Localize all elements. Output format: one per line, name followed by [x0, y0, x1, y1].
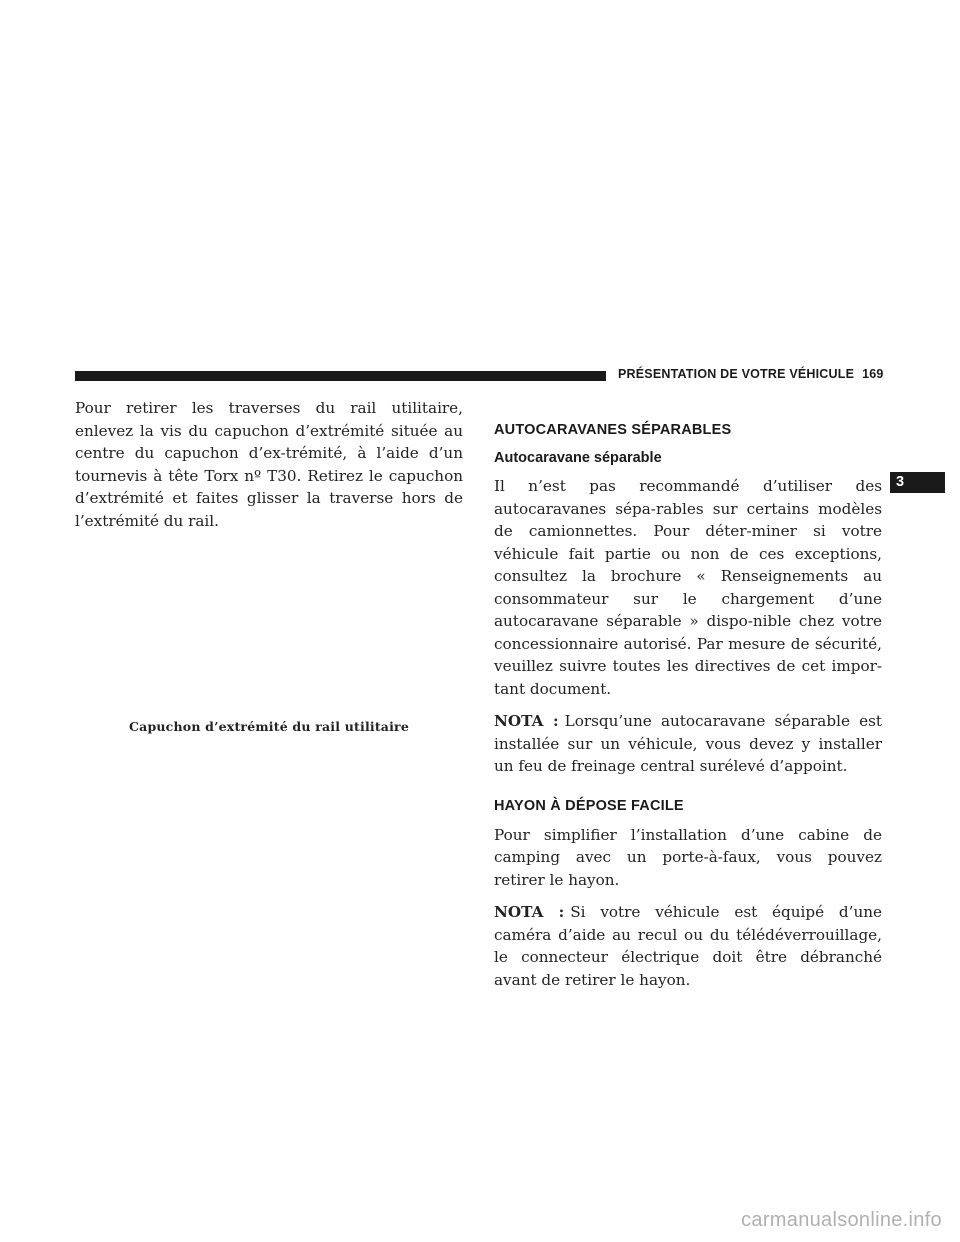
chapter-number: 3: [896, 474, 905, 490]
page-number: 169: [862, 367, 884, 381]
watermark: carmanualsonline.info: [741, 1209, 942, 1231]
chapter-tab: [890, 472, 945, 493]
header-rule: [75, 371, 606, 381]
note-tailgate: [494, 901, 882, 991]
note-label: NOTA :: [494, 712, 559, 730]
note-text: Si votre véhicule est équipé d’une caméra d’aide au recul ou du télédéverrouillage, le connecteur électrique doit être débranché avant de retirer le hayon.: [494, 903, 883, 989]
section-title: PRÉSENTATION DE VOTRE VÉHICULE: [618, 367, 855, 381]
left-column: [75, 397, 463, 532]
section-heading-campers: AUTOCARAVANES SÉPARABLES: [494, 422, 732, 438]
note-label: NOTA :: [494, 903, 565, 921]
figure-caption: Capuchon d’extrémité du rail utilitaire: [129, 719, 409, 734]
subsection-heading-camper: Autocaravane séparable: [494, 450, 662, 466]
crossbar-removal-paragraph: Pour retirer les traverses du rail utilitaire, enlevez la vis du capuchon d’extrémité située au centre du capuchon d’ex-trémité, à l’aide d’un tournevis à tête Torx nº T30. Retirez le capuchon d’extrémité et faites glisser la traverse hors de l’extrémité du rail.: [75, 399, 463, 530]
camper-paragraph: Il n’est pas recommandé d’utiliser des autocaravanes sépa-rables sur certains modèles de camionnettes. Pour déter-miner si votre véhicule fait partie ou non de ces exceptions, consultez la brochure « Renseignements au consommateur sur le chargement d’une autocaravane séparable » dispo-nible chez votre concessionnaire autorisé. Par mesure de sécurité, veuillez suivre toutes les directives de cet impor-tant document.: [494, 477, 882, 698]
note-text: Lorsqu’une autocaravane séparable est installée sur un véhicule, vous devez y installer un feu de freinage central surélevé d’appoint.: [494, 712, 882, 775]
tailgate-paragraph: Pour simplifier l’installation d’une cabine de camping avec un porte-à-faux, vous pouvez retirer le hayon.: [494, 825, 882, 889]
note-camper: [494, 710, 882, 778]
running-header: [618, 367, 884, 381]
right-column: [494, 420, 882, 991]
section-heading-tailgate: HAYON À DÉPOSE FACILE: [494, 797, 684, 814]
